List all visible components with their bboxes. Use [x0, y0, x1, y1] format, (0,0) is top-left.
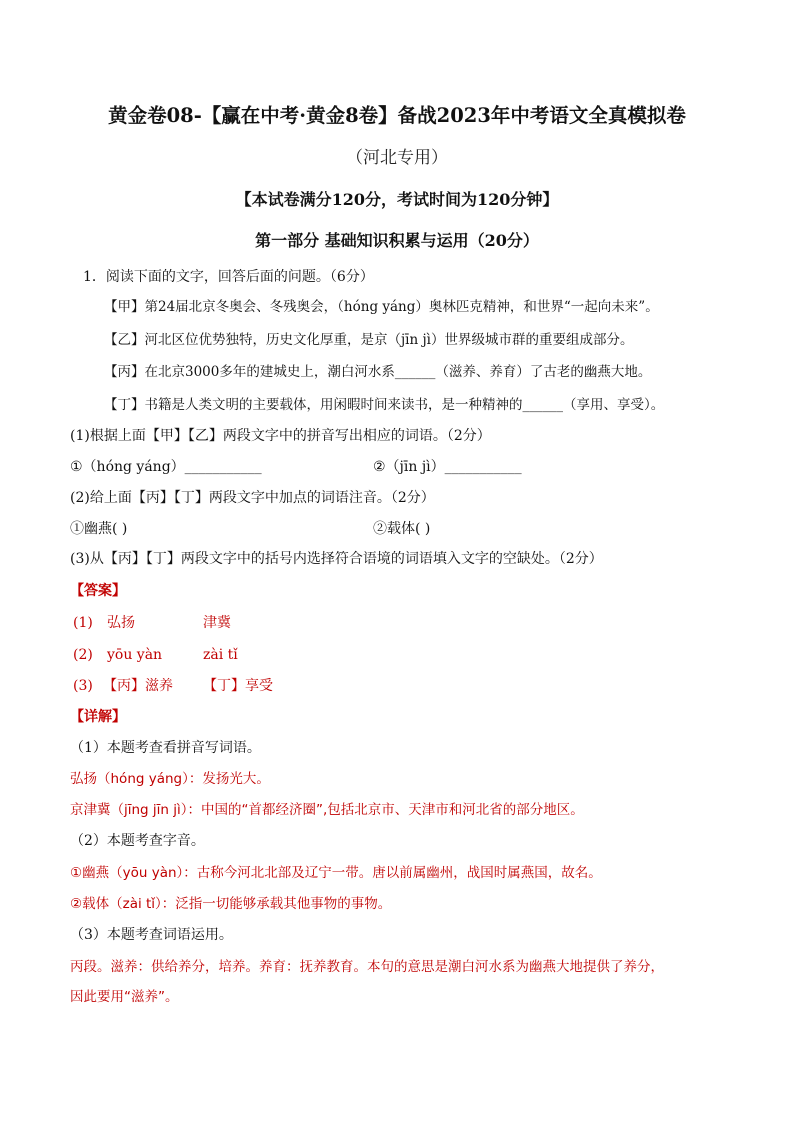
sub-question-2-blank-2: ②载体( )	[373, 521, 431, 537]
passage-bing: 【丙】在北京3000多年的建城史上，潮白河水系______（滋养、养育）了古老的幽燕大地。	[104, 364, 652, 380]
answer-row-3-b: 【丁】享受	[203, 678, 273, 694]
detail-line-5: ①幽燕（yōu yàn）：古称今河北北部及辽宁一带。唐以前属幽州，战国时属燕国，故名。	[70, 865, 602, 881]
answer-row-1-b: 津冀	[203, 615, 231, 631]
detail-line-1: （1）本题考查看拼音写词语。	[70, 740, 261, 756]
detail-line-3: 京津冀（jīng jīn jì）：中国的“首都经济圈”,包括北京市、天津市和河北省的部分地区。	[70, 802, 584, 818]
question-stem: 1．阅读下面的文字，回答后面的问题。（6分）	[83, 269, 374, 285]
detail-line-2: 弘扬（hóng yáng）：发扬光大。	[70, 771, 270, 787]
passage-jia: 【甲】第24届北京冬奥会、冬残奥会，（hóng yáng）奥林匹克精神，和世界“一起向未来”。	[104, 299, 659, 315]
answer-row-2-b: zài tǐ	[203, 647, 238, 663]
sub-question-3: (3)从【丙】【丁】两段文字中的括号内选择符合语境的词语填入文字的空缺处。（2分）	[70, 551, 603, 567]
detail-line-7: （3）本题考查词语运用。	[70, 927, 233, 943]
answer-row-3	[70, 677, 720, 695]
sub-question-1-blank-2: ②（jīn jì）___________	[373, 459, 522, 475]
answer-row-2-num: (2)	[73, 647, 93, 663]
sub-question-1-blank-1: ①（hóng yáng）___________	[70, 459, 262, 475]
detail-line-9: 因此要用“滋养”。	[70, 989, 179, 1005]
answer-row-1	[70, 614, 720, 632]
document-title: 黄金卷08-【赢在中考·黄金8卷】备战2023年中考语文全真模拟卷	[108, 104, 686, 127]
detail-line-8: 丙段。滋养：供给养分，培养。养育：抚养教育。本句的意思是潮白河水系为幽燕大地提供了养分，	[70, 959, 664, 975]
answer-row-3-num: (3)	[73, 678, 93, 694]
detail-label: 【详解】	[70, 709, 126, 725]
sub-question-1: (1)根据上面【甲】【乙】两段文字中的拼音写出相应的词语。（2分）	[70, 428, 491, 444]
sub-question-2-blank-1: ①幽燕( )	[70, 521, 128, 537]
document-subtitle: （河北专用）	[346, 148, 448, 168]
exam-info: 【本试卷满分120分，考试时间为120分钟】	[235, 190, 559, 209]
answer-row-1-a: 弘扬	[107, 615, 135, 631]
answer-row-3-a: 【丙】滋养	[103, 678, 173, 694]
passage-yi: 【乙】河北区位优势独特，历史文化厚重，是京（jīn jì）世界级城市群的重要组成部分。	[104, 332, 634, 348]
detail-line-6: ②载体（zài tǐ）：泛指一切能够承载其他事物的事物。	[70, 896, 392, 912]
answer-row-2	[70, 646, 720, 664]
answer-row-2-a: yōu yàn	[107, 647, 163, 663]
passage-ding: 【丁】书籍是人类文明的主要载体，用闲暇时间来读书，是一种精神的______（享用、享受）。	[104, 397, 665, 413]
answer-label: 【答案】	[70, 583, 126, 599]
section-title: 第一部分 基础知识积累与运用（20分）	[255, 231, 539, 250]
sub-question-2: (2)给上面【丙】【丁】两段文字中加点的词语注音。（2分）	[70, 490, 435, 506]
answer-row-1-num: (1)	[73, 615, 93, 631]
detail-line-4: （2）本题考查字音。	[70, 833, 205, 849]
